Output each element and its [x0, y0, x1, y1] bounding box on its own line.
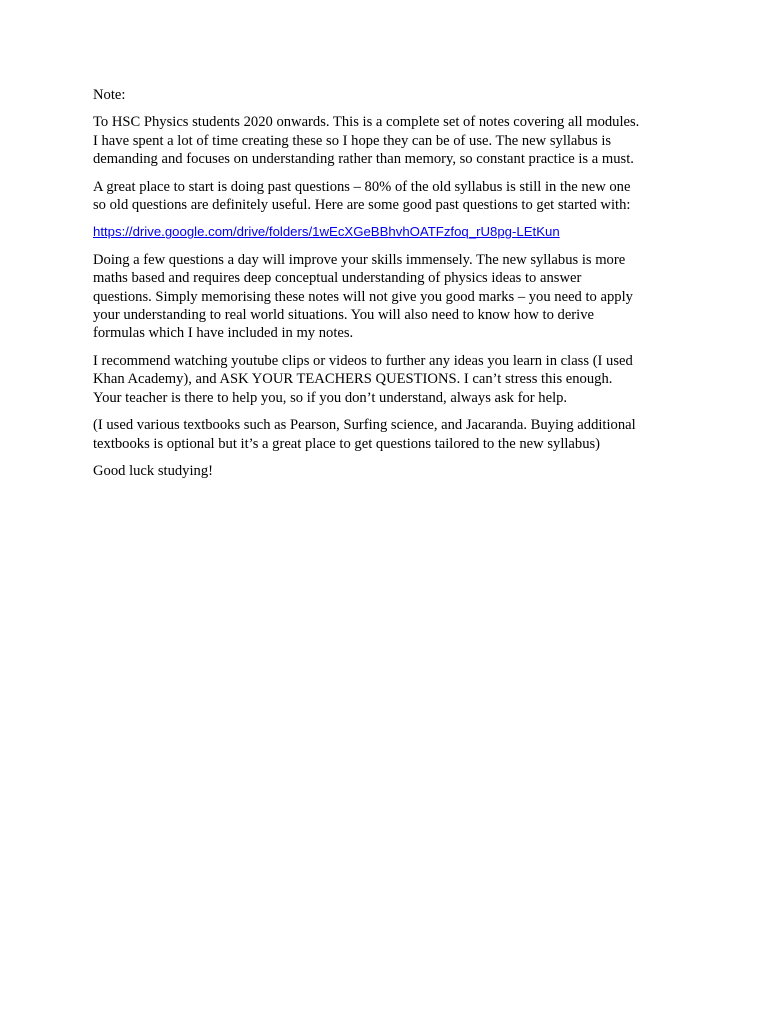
practice-paragraph [93, 251, 680, 343]
paragraph-line: questions. Simply memorising these notes will not give you good marks – you need to apply [93, 288, 633, 305]
paragraph-line: maths based and requires deep conceptual understanding of physics ideas to answer [93, 270, 582, 287]
paragraph-line: Khan Academy), and ASK YOUR TEACHERS QUESTIONS. I can’t stress this enough. [93, 371, 613, 388]
paragraph-line: textbooks is optional but it’s a great place to get questions tailored to the new syllabus) [93, 435, 601, 452]
drive-link-paragraph [93, 223, 680, 241]
textbooks-paragraph [93, 416, 680, 453]
paragraph-line: so old questions are definitely useful. Here are some good past questions to get started with: [93, 197, 631, 214]
drive-link[interactable]: https://drive.google.com/drive/folders/1wEcXGeBBhvhOATFzfoq_rU8pg-LEtKun [93, 224, 560, 240]
past-questions-paragraph [93, 178, 680, 215]
recommend-paragraph [93, 352, 680, 407]
paragraph-line: Your teacher is there to help you, so if you don’t understand, always ask for help. [93, 389, 568, 406]
paragraph-line: I have spent a lot of time creating these so I hope they can be of use. The new syllabus is [93, 132, 612, 149]
intro-paragraph [93, 113, 680, 168]
paragraph-line: (I used various textbooks such as Pearson, Surfing science, and Jacaranda. Buying additional [93, 417, 636, 434]
note-heading [93, 86, 680, 104]
closing-paragraph [93, 462, 680, 480]
paragraph-line: demanding and focuses on understanding rather than memory, so constant practice is a must. [93, 151, 634, 168]
closing-text: Good luck studying! [93, 462, 213, 479]
paragraph-line: Doing a few questions a day will improve your skills immensely. The new syllabus is more [93, 251, 626, 268]
paragraph-line: To HSC Physics students 2020 onwards. This is a complete set of notes covering all modules. [93, 114, 640, 131]
paragraph-line: A great place to start is doing past questions – 80% of the old syllabus is still in the new one [93, 178, 631, 195]
paragraph-line: formulas which I have included in my notes. [93, 325, 354, 342]
paragraph-line: your understanding to real world situations. You will also need to know how to derive [93, 307, 594, 324]
note-heading-text: Note: [93, 87, 126, 103]
paragraph-line: I recommend watching youtube clips or videos to further any ideas you learn in class (I used [93, 352, 633, 369]
